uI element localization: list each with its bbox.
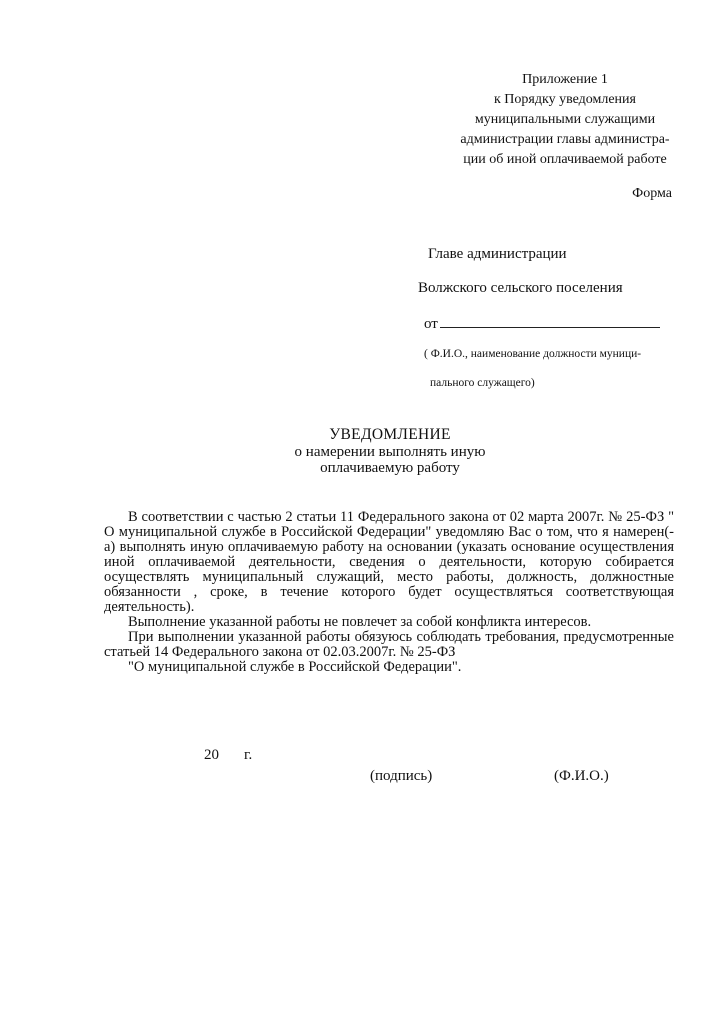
date-year-prefix: 20	[204, 747, 219, 763]
appendix-line: муниципальными служащими	[474, 112, 656, 127]
body-paragraph-3: При выполнении указанной работы обязуюсь соблюдать требования, предусмотренные статьей 14 Федерального закона от 02.03.2007г. № 25-ФЗ	[104, 629, 674, 660]
body-paragraph-4: "О муниципальной службе в Российской Федерации".	[128, 659, 462, 675]
document-title	[200, 426, 580, 476]
appendix-line: к Порядку уведомления	[494, 92, 636, 107]
body-paragraph-2: Выполнение указанной работы не повлечет за собой конфликта интересов.	[128, 614, 592, 630]
appendix-line: ции об иной оплачиваемой работе	[463, 152, 667, 167]
appendix-line: администрации главы администра-	[460, 132, 670, 147]
title-sub2: оплачиваемую работу	[320, 460, 460, 476]
body-paragraph-1: В соответствии с частью 2 статьи 11 Федерального закона от 02 марта 2007г. № 25-ФЗ " О муниципальной службе в Российской Федерации" уведомляю Вас о том, что я намерен(-а) выполнять иную оплачиваемую работу на основании (указать основание осуществления иной оплачиваемой деятельности, сведения о деятельности, которую собирается осуществлять муниципальный служащий, место работы, должность, должностные обязанности , сроке, в течение которого будет осуществляться соответствующая деятельность).	[104, 509, 674, 615]
title-main: УВЕДОМЛЕНИЕ	[329, 426, 451, 443]
addressee-line2: Волжского сельского поселения	[418, 280, 623, 296]
signature-label: (подпись)	[370, 768, 433, 784]
title-sub1: о намерении выполнять иную	[294, 444, 486, 460]
form-label: Форма	[632, 186, 672, 201]
from-label: от	[424, 316, 438, 332]
addressee-hint-line1: ( Ф.И.О., наименование должности муници-	[424, 348, 642, 360]
name-label: (Ф.И.О.)	[554, 768, 609, 784]
date-year-suffix: г.	[244, 747, 253, 763]
appendix-header	[440, 70, 690, 170]
appendix-line: Приложение 1	[522, 72, 608, 87]
addressee-hint-line2: пального служащего)	[430, 377, 535, 389]
addressee-from	[424, 313, 660, 333]
addressee-line1: Главе администрации	[428, 246, 567, 262]
notification-body	[104, 510, 674, 675]
from-blank-line	[440, 313, 660, 328]
